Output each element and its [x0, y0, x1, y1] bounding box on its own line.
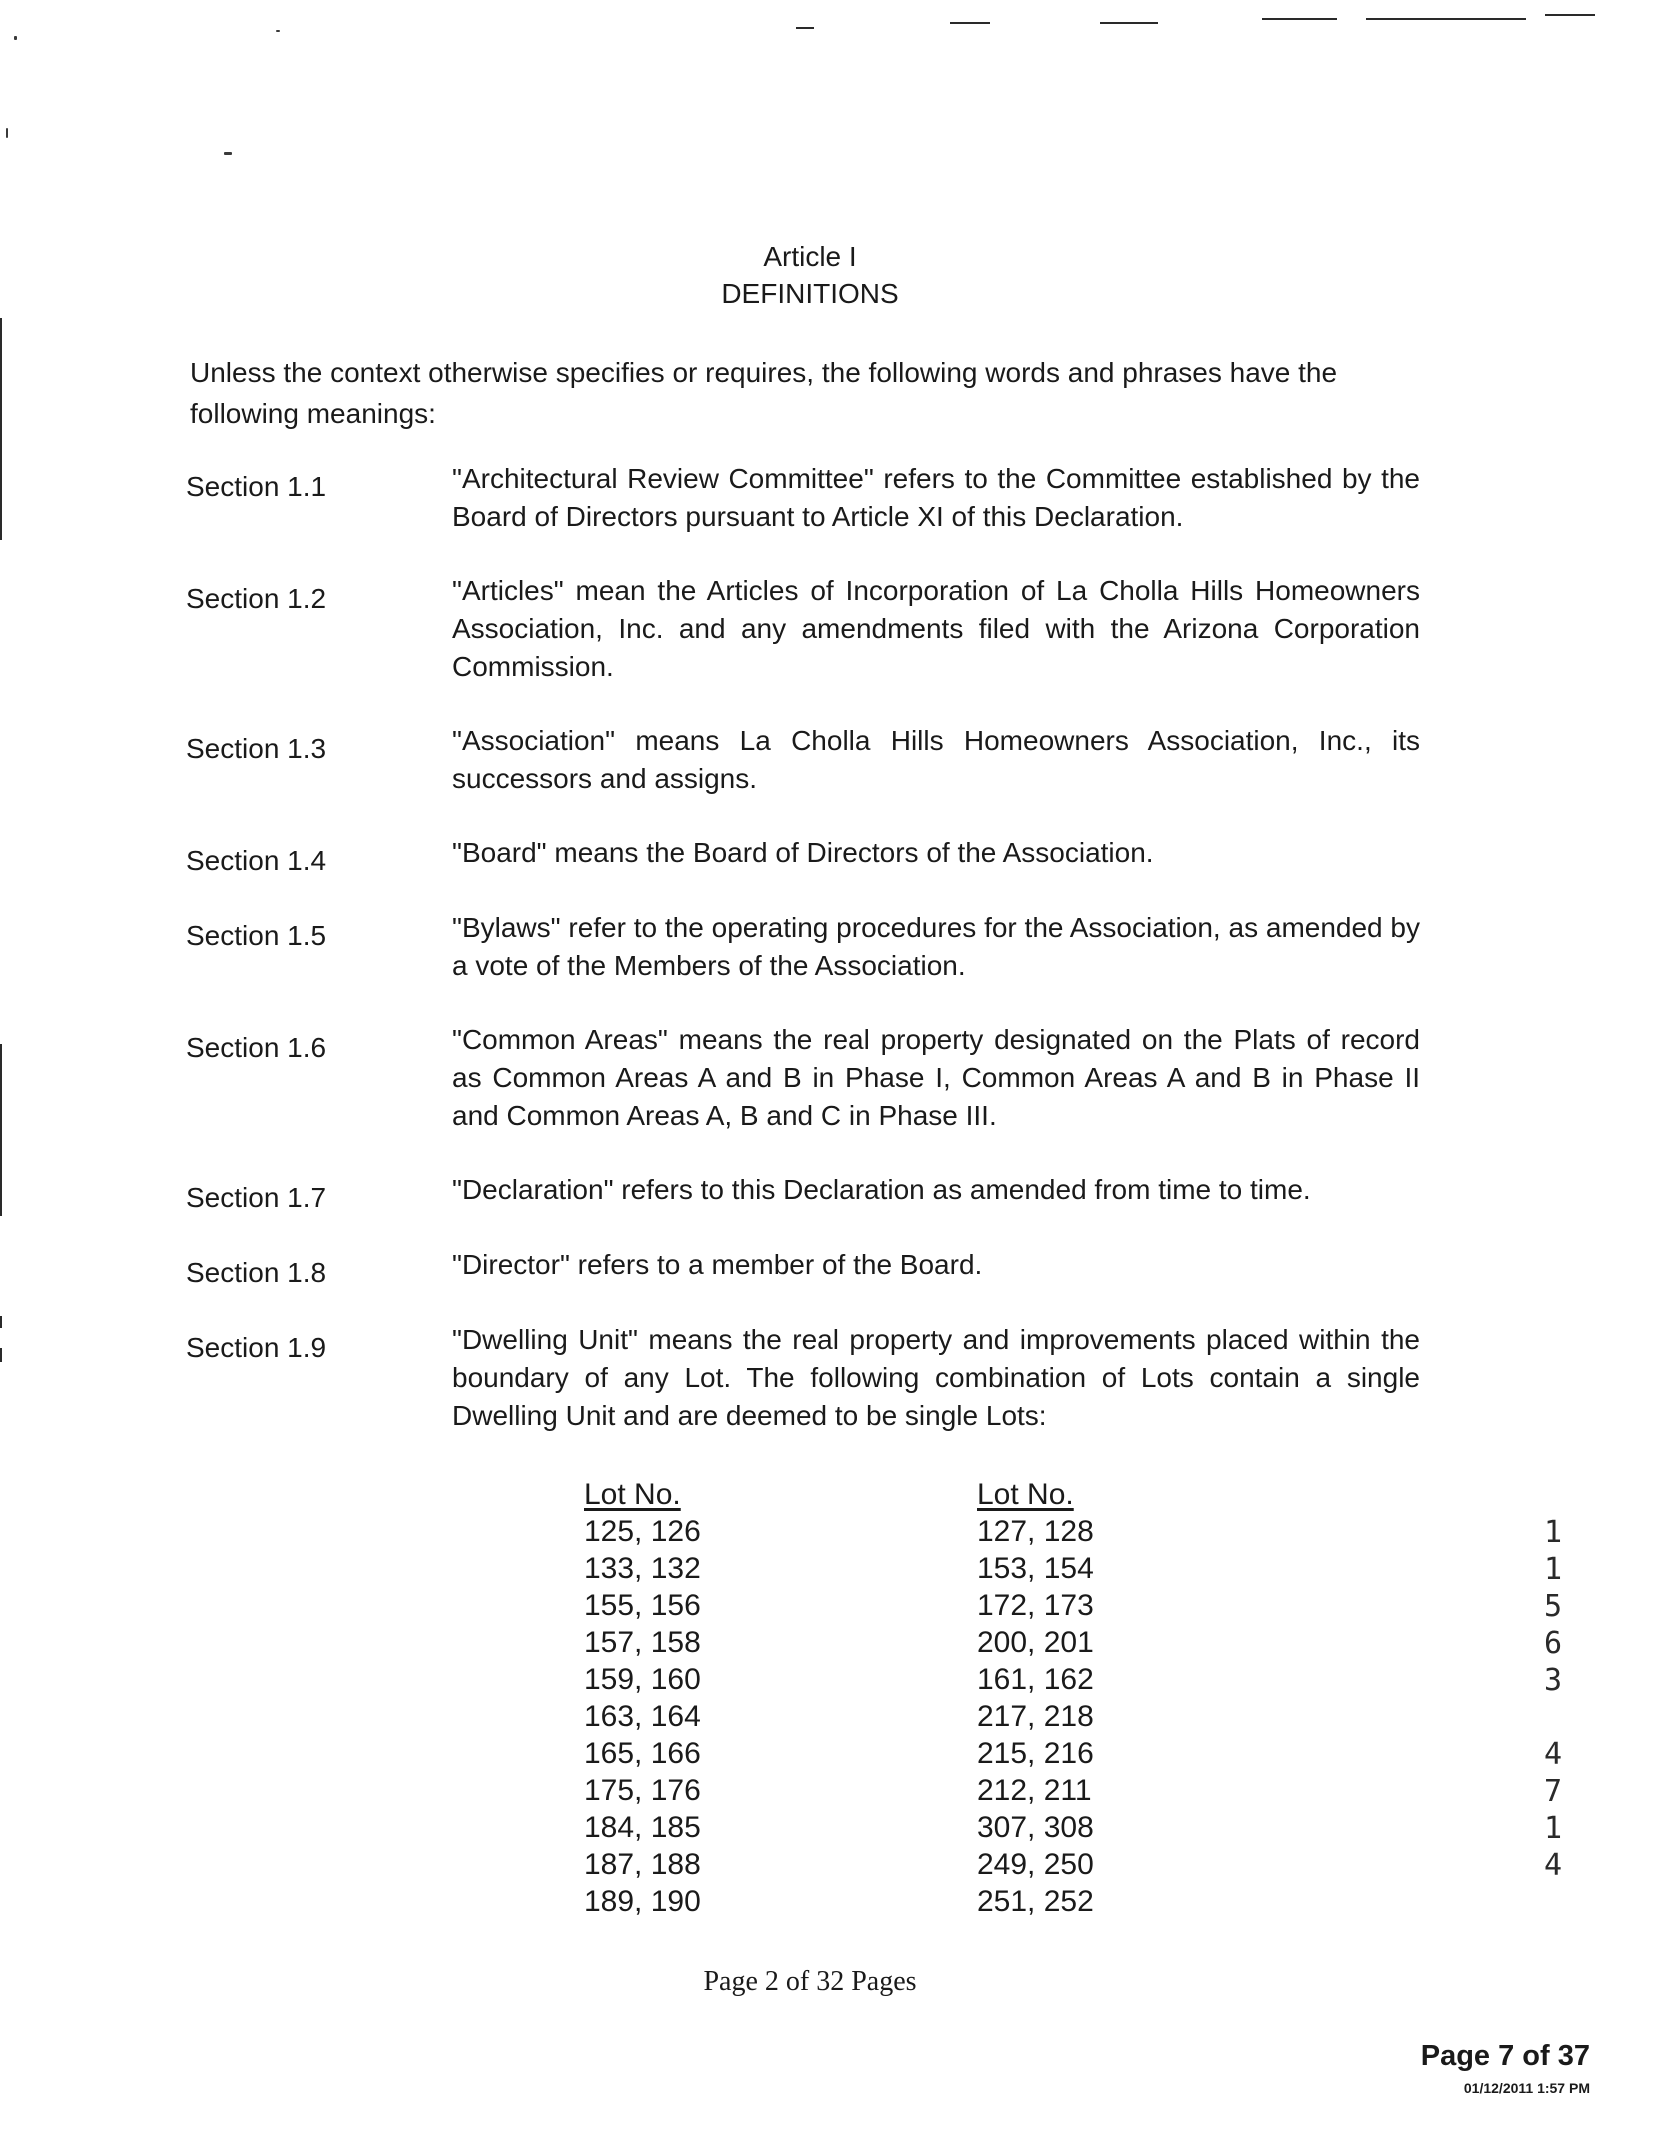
lot-row: 189, 190 — [584, 1885, 701, 1918]
section-1-7 — [186, 1171, 1420, 1217]
lot-table — [584, 1476, 1184, 1920]
section-1-1 — [186, 460, 1420, 536]
stamp-gap — [1538, 1699, 1568, 1736]
section-label: Section 1.4 — [186, 845, 327, 876]
section-1-5 — [186, 909, 1420, 985]
lot-row: 200, 201 — [977, 1626, 1094, 1659]
section-text: "Director" refers to a member of the Board. — [452, 1249, 983, 1280]
section-label: Section 1.1 — [186, 471, 327, 502]
lot-row: 125, 126 — [584, 1515, 701, 1548]
section-label: Section 1.9 — [186, 1332, 327, 1363]
section-text: "Articles" mean the Articles of Incorporation of La Cholla Hills Homeowners Association, Inc. and any amendments filed with the Arizona Corporation Commission. — [452, 575, 1420, 682]
section-label: Section 1.5 — [186, 920, 327, 951]
lot-row: 155, 156 — [584, 1589, 701, 1622]
lot-row: 163, 164 — [584, 1700, 701, 1733]
section-text: "Common Areas" means the real property designated on the Plats of record as Common Areas A and B in Phase I, Common Areas A and B in Phase II and Common Areas A, B and C in Phase III. — [452, 1024, 1420, 1131]
section-label: Section 1.6 — [186, 1032, 327, 1063]
stamp-digit: 4 — [1543, 1737, 1563, 1772]
section-label: Section 1.3 — [186, 733, 327, 764]
scan-artifact-speck — [224, 152, 232, 155]
stamp-digit: 5 — [1543, 1589, 1563, 1624]
recorder-page-number: Page 7 of 37 — [1420, 2040, 1590, 2072]
stamp-digit: 1 — [1543, 1811, 1563, 1846]
section-text: "Bylaws" refer to the operating procedures for the Association, as amended by a vote of the Members of the Association. — [452, 912, 1420, 981]
scan-artifact-rule — [1100, 22, 1158, 24]
page-number-footer: Page 2 of 32 Pages — [703, 1966, 917, 1997]
lot-row: 251, 252 — [977, 1885, 1094, 1918]
section-text: "Association" means La Cholla Hills Homeowners Association, Inc., its successors and assigns. — [452, 725, 1420, 794]
section-text: "Declaration" refers to this Declaration as amended from time to time. — [452, 1174, 1311, 1205]
section-1-9 — [186, 1321, 1420, 1435]
article-title: DEFINITIONS — [721, 278, 899, 309]
lot-list — [977, 1513, 1184, 1920]
section-label: Section 1.7 — [186, 1182, 327, 1213]
scan-margin-bar — [0, 318, 2, 540]
lot-row: 161, 162 — [977, 1663, 1094, 1696]
scan-artifact-speck — [276, 30, 280, 32]
lot-row: 215, 216 — [977, 1737, 1094, 1770]
lot-column-header: Lot No. — [977, 1478, 1074, 1511]
stamp-digit: 6 — [1543, 1626, 1563, 1661]
stamp-digit: 3 — [1543, 1663, 1563, 1698]
scan-margin-bar — [0, 1316, 2, 1328]
section-text: "Architectural Review Committee" refers to the Committee established by the Board of Directors pursuant to Article XI of this Declaration. — [452, 463, 1420, 532]
lot-row: 153, 154 — [977, 1552, 1094, 1585]
stamp-digit: 1 — [1543, 1552, 1563, 1587]
article-number: Article I — [763, 241, 857, 272]
lot-row: 184, 185 — [584, 1811, 701, 1844]
stamp-digit: 7 — [1543, 1774, 1563, 1809]
scan-artifact-speck — [6, 128, 8, 138]
section-1-8 — [186, 1246, 1420, 1292]
lot-column-header: Lot No. — [584, 1478, 681, 1511]
lot-column — [584, 1476, 977, 1920]
section-1-6 — [186, 1021, 1420, 1135]
scan-artifact-rule — [950, 22, 990, 24]
section-1-4 — [186, 834, 1420, 880]
lot-row: 157, 158 — [584, 1626, 701, 1659]
scan-artifact-rule — [1262, 18, 1337, 20]
intro-paragraph: Unless the context otherwise specifies or requires, the following words and phrases have the following meanings: — [190, 357, 1338, 429]
scan-margin-bar — [0, 1348, 2, 1362]
lot-row: 187, 188 — [584, 1848, 701, 1881]
recording-number-stamp — [1538, 1514, 1568, 1884]
section-1-2 — [186, 572, 1420, 686]
lot-row: 165, 166 — [584, 1737, 701, 1770]
scan-artifact-speck — [14, 36, 17, 40]
lot-column — [977, 1476, 1184, 1920]
scan-artifact-rule — [1545, 14, 1595, 16]
lot-row: 159, 160 — [584, 1663, 701, 1696]
lot-row: 307, 308 — [977, 1811, 1094, 1844]
article-heading — [0, 238, 1620, 312]
lot-row: 212, 211 — [977, 1774, 1092, 1807]
scan-artifact-rule — [1366, 18, 1526, 20]
stamp-digit: 1 — [1543, 1515, 1563, 1550]
lot-row: 172, 173 — [977, 1589, 1094, 1622]
lot-row: 217, 218 — [977, 1700, 1094, 1733]
lot-row: 175, 176 — [584, 1774, 701, 1807]
recorder-timestamp: 01/12/2011 1:57 PM — [1463, 2080, 1590, 2096]
section-1-3 — [186, 722, 1420, 798]
section-text: "Dwelling Unit" means the real property and improvements placed within the boundary of any Lot. The following combination of Lots contain a single Dwelling Unit and are deemed to be single Lots: — [452, 1324, 1420, 1431]
section-text: "Board" means the Board of Directors of the Association. — [452, 837, 1154, 868]
scan-margin-bar — [0, 1044, 2, 1216]
lot-row: 133, 132 — [584, 1552, 701, 1585]
stamp-digit: 4 — [1543, 1848, 1563, 1883]
section-label: Section 1.8 — [186, 1257, 327, 1288]
section-label: Section 1.2 — [186, 583, 327, 614]
lot-list — [584, 1513, 977, 1920]
scan-artifact-rule — [796, 27, 814, 29]
lot-row: 249, 250 — [977, 1848, 1094, 1881]
lot-row: 127, 128 — [977, 1515, 1094, 1548]
